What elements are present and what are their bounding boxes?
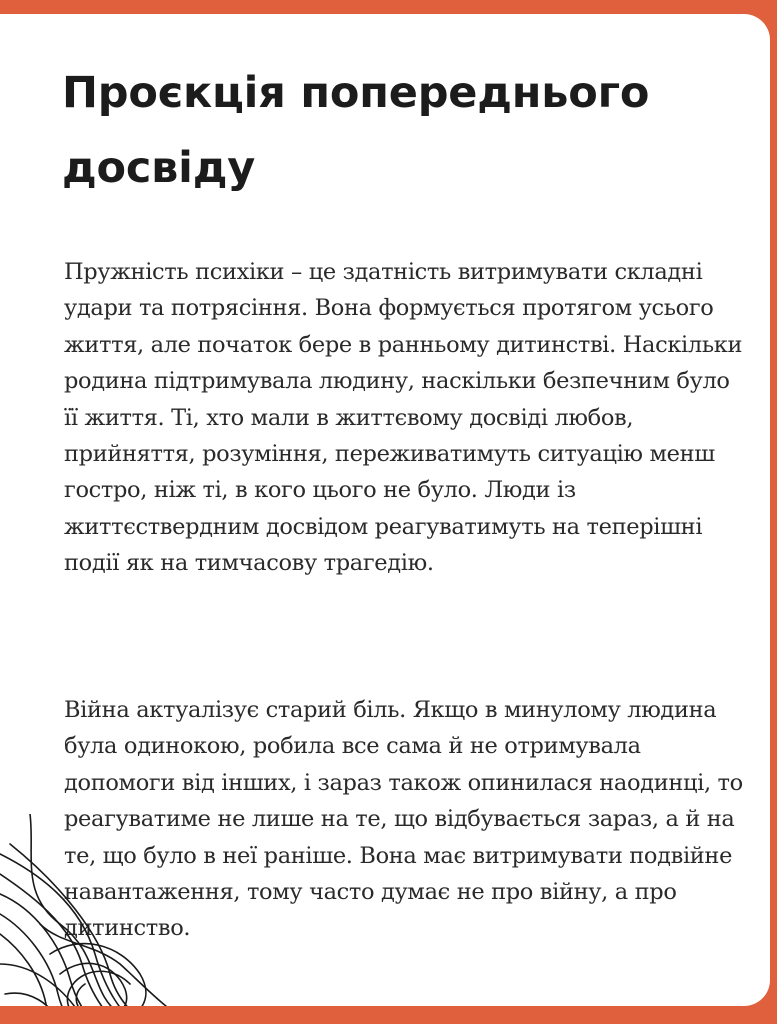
page-title: Проєкція попереднього досвіду	[62, 68, 650, 193]
content-card	[0, 14, 770, 1006]
paragraph-war-pain: Війна актуалізує старий біль. Якщо в минулому людина була одинокою, робила все сама й не отримувала допомоги від інших, і зараз також опинилася наодинці, то реагуватиме не лише на те, що відбувається зараз, а й на те, що було в неї раніше. Вона має витримувати подвійне навантаження, тому часто думає не про війну, а про дитинство.	[64, 697, 743, 942]
paragraph-resilience: Пружність психіки – це здатність витримувати складні удари та потрясіння. Вона формується протягом усього життя, але початок бере в ранньому дитинстві. Наскільки родина підтримувала людину, наскільки безпечним було її життя. Ті, хто мали в життєвому досвіді любов, прийняття, розуміння, переживатимуть ситуацію менш гостро, ніж ті, в кого цього не було. Люди із життєствердним досвідом реагуватимуть на теперішні події як на тимчасову трагедію.	[64, 259, 743, 577]
scribble-lines-icon	[0, 814, 190, 1006]
